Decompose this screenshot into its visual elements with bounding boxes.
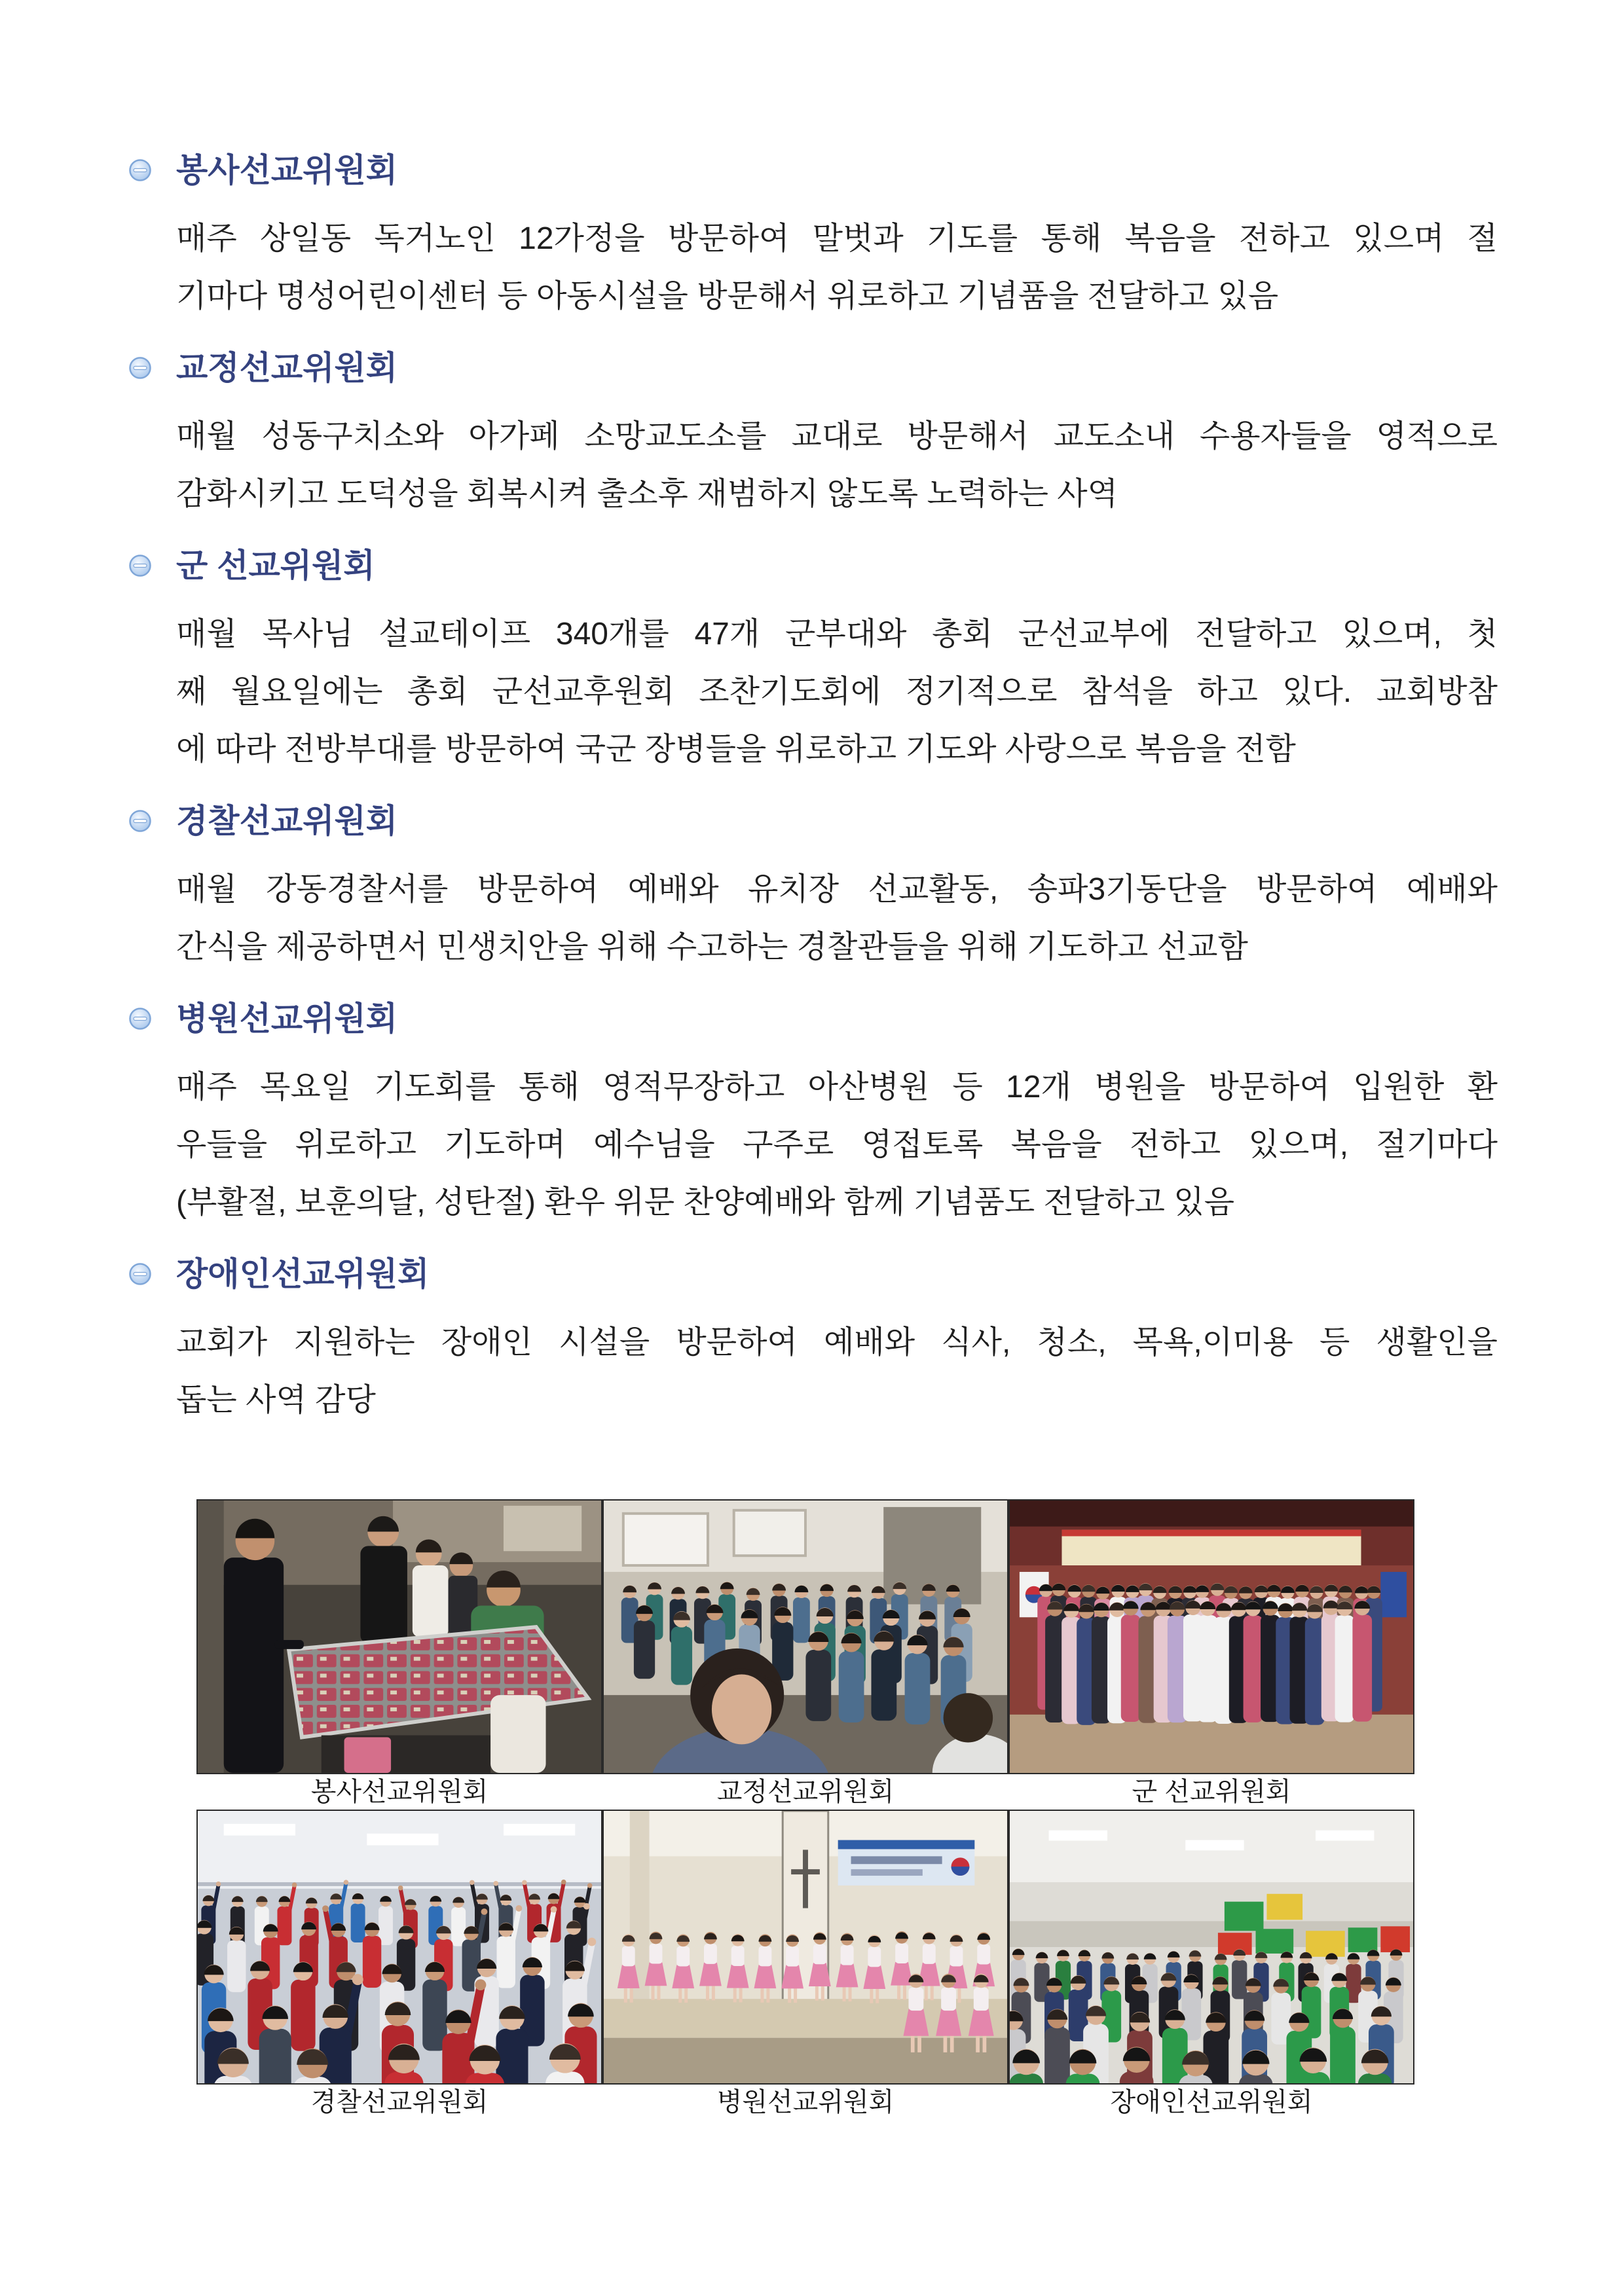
section-heading-disability (176, 1254, 1498, 1294)
circle-minus-icon (128, 356, 152, 380)
section-title: 교정선교위원회 (176, 350, 398, 386)
photo-police (196, 1810, 602, 2085)
section-military (176, 546, 1498, 778)
section-heading-volunteer (176, 151, 1498, 190)
body-line: 간식을 제공하면서 민생치안을 위해 수고하는 경찰관들을 위해 기도하고 선교함 (176, 930, 1248, 964)
photo-caption-correctional: 교정선교위원회 (716, 1777, 895, 1806)
photo-volunteer (196, 1499, 602, 1774)
body-line: 감화시키고 도덕성을 회복시켜 출소후 재범하지 않도록 노력하는 사역 (176, 477, 1118, 511)
section-disability (176, 1254, 1498, 1429)
section-title: 병원선교위원회 (176, 1000, 398, 1037)
photo-military (1008, 1499, 1414, 1774)
circle-minus-icon (128, 1007, 152, 1030)
photo-caption-volunteer: 봉사선교위원회 (310, 1777, 489, 1806)
photo-disability-image (1010, 1811, 1413, 2083)
section-title: 장애인선교위원회 (176, 1256, 430, 1292)
photo-caption-military: 군 선교위원회 (1132, 1777, 1291, 1806)
photo-caption-hospital: 병원선교위원회 (716, 2088, 895, 2117)
circle-minus-icon (128, 809, 152, 833)
body-line: 우들을 위로하고 기도하며 예수님을 구주로 영접토록 복음을 전하고 있으며, 절기마다 (176, 1127, 1498, 1162)
body-line: 매월 목사님 설교테이프 340개를 47개 군부대와 총회 군선교부에 전달하고 있으며, 첫 (176, 617, 1498, 651)
section-hospital (176, 999, 1498, 1231)
photo-row (196, 1499, 1414, 1774)
section-heading-hospital (176, 999, 1498, 1038)
section-title: 군 선교위원회 (176, 547, 375, 584)
section-police (176, 801, 1498, 976)
body-line: 매월 성동구치소와 아가페 소망교도소를 교대로 방문해서 교도소내 수용자들을 영적으로 (176, 419, 1498, 454)
photo-caption-police: 경찰선교위원회 (310, 2088, 489, 2117)
section-heading-correctional (176, 348, 1498, 388)
body-line: 매주 목요일 기도회를 통해 영적무장하고 아산병원 등 12개 병원을 방문하여 입원한 환 (176, 1070, 1498, 1104)
caption-row (196, 1774, 1414, 1810)
section-title: 경찰선교위원회 (176, 803, 398, 839)
body-line: (부활절, 보훈의달, 성탄절) 환우 위문 찬양예배와 함께 기념품도 전달하고 있음 (176, 1185, 1235, 1220)
section-title: 봉사선교위원회 (176, 152, 398, 189)
body-line: 교회가 지원하는 장애인 시설을 방문하여 예배와 식사, 청소, 목욕,이미용 등 생활인을 (176, 1325, 1498, 1360)
photo-correctional (602, 1499, 1008, 1774)
photo-hospital (602, 1810, 1008, 2085)
photo-caption-disability: 장애인선교위원회 (1110, 2088, 1313, 2117)
section-heading-military (176, 546, 1498, 585)
section-correctional (176, 348, 1498, 523)
photo-row (196, 1810, 1414, 2085)
caption-row (196, 2085, 1414, 2120)
photo-hospital-image (604, 1811, 1007, 2083)
circle-minus-icon (128, 1262, 152, 1286)
photo-military-image (1010, 1501, 1413, 1773)
photo-volunteer-image (198, 1501, 601, 1773)
body-line: 매주 상일동 독거노인 12가정을 방문하여 말벗과 기도를 통해 복음을 전하고 있으며 절 (176, 221, 1498, 256)
body-line: 에 따라 전방부대를 방문하여 국군 장병들을 위로하고 기도와 사랑으로 복음을 전함 (176, 732, 1296, 767)
section-heading-police (176, 801, 1498, 841)
photo-grid (196, 1499, 1414, 2120)
body-line: 매월 강동경찰서를 방문하여 예배와 유치장 선교활동, 송파3기동단을 방문하여 예배와 (176, 872, 1498, 907)
photo-correctional-image (604, 1501, 1007, 1773)
photo-police-image (198, 1811, 601, 2083)
circle-minus-icon (128, 158, 152, 182)
body-line: 째 월요일에는 총회 군선교후원회 조찬기도회에 정기적으로 참석을 하고 있다. 교회방참 (176, 674, 1498, 709)
document-body (176, 151, 1498, 1429)
photo-disability (1008, 1810, 1414, 2085)
circle-minus-icon (128, 554, 152, 577)
body-line: 돕는 사역 감당 (176, 1383, 376, 1417)
body-line: 기마다 명성어린이센터 등 아동시설을 방문해서 위로하고 기념품을 전달하고 있음 (176, 279, 1279, 314)
section-volunteer (176, 151, 1498, 325)
